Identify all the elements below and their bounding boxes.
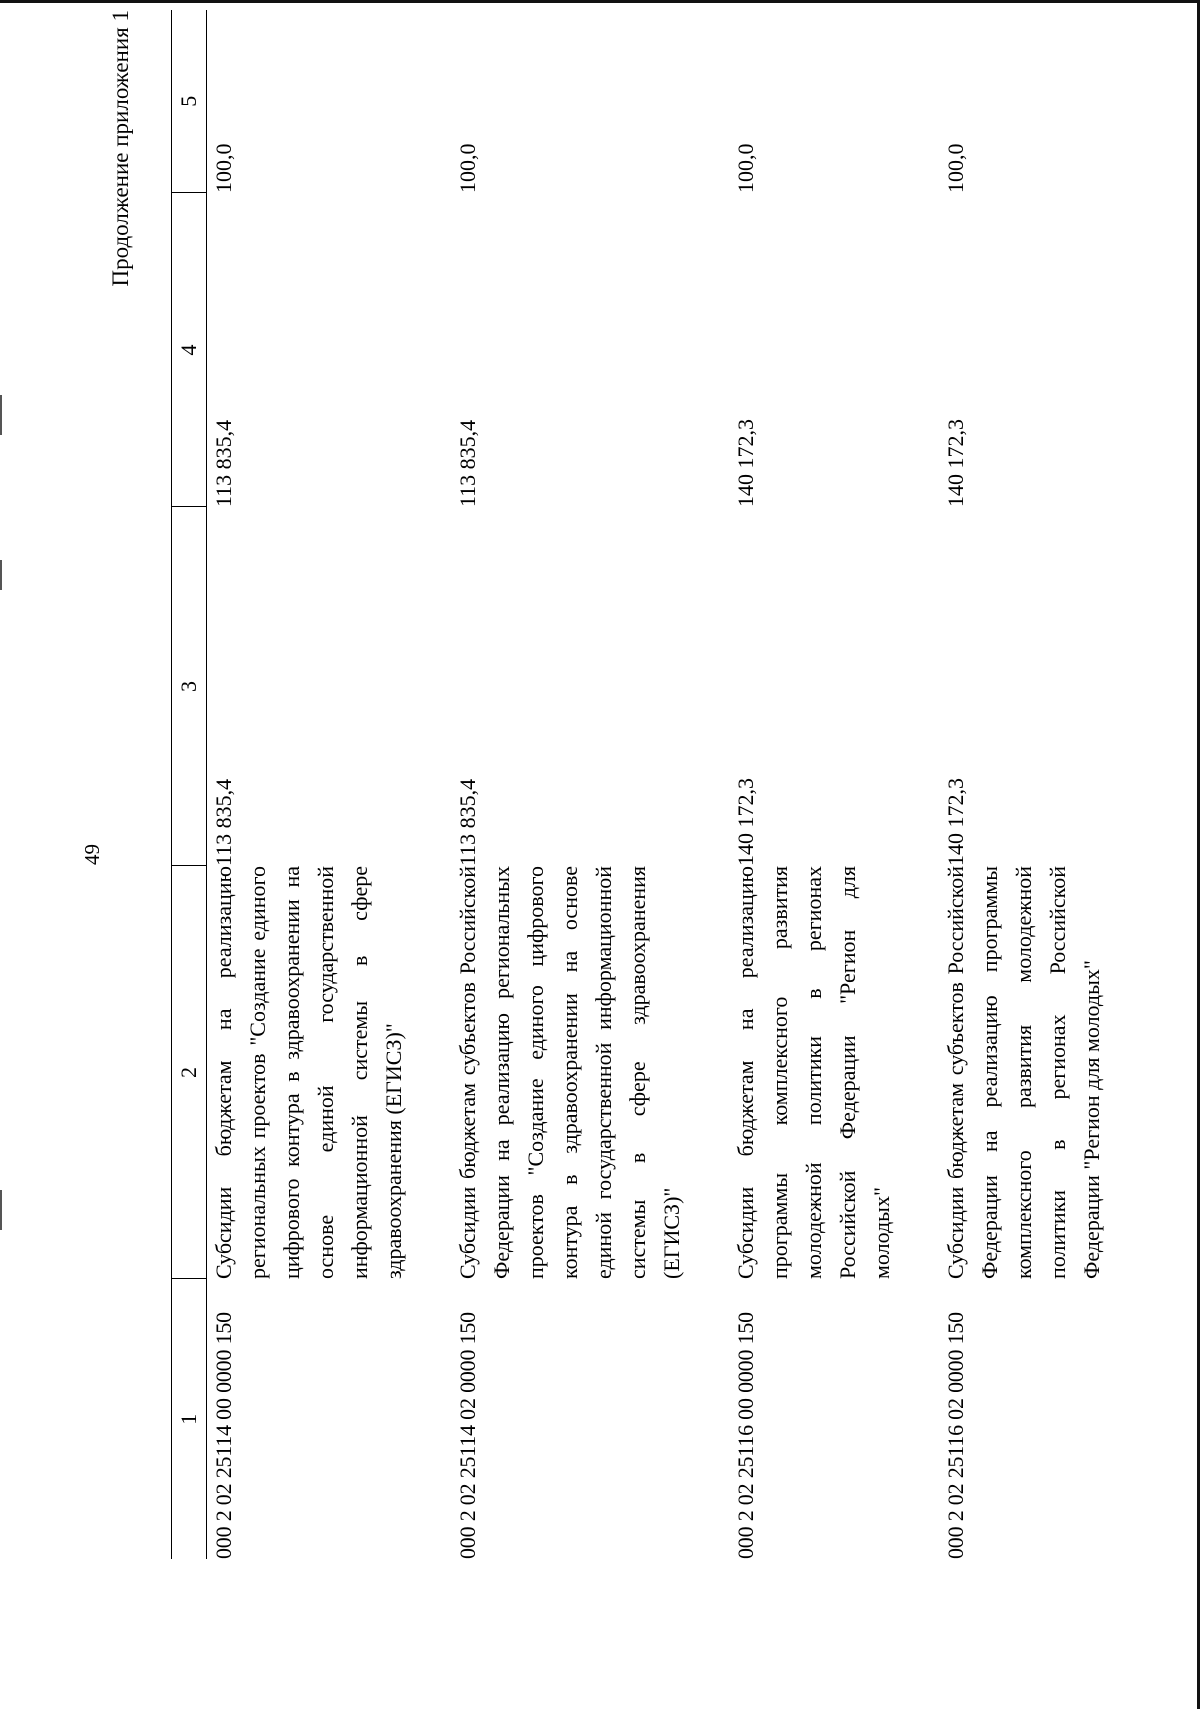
budget-code: 000 2 02 25116 02 0000 150: [943, 1312, 968, 1559]
income-name: Субсидии бюджетам на реализацию программы комплексного развития молодежной политики в регионах Российской Федерации "Регион для молодых": [733, 866, 894, 1279]
budget-code: 000 2 02 25114 00 0000 150: [211, 1312, 236, 1559]
header-row: [172, 10, 207, 1559]
table-row: [939, 10, 1149, 1559]
header-col-4: 4: [172, 193, 207, 507]
budget-code: 000 2 02 25116 00 0000 150: [733, 1312, 758, 1559]
value-col-3: 140 172,3: [733, 778, 758, 866]
value-col-3: 113 835,4: [211, 778, 236, 866]
value-col-4: 113 835,4: [455, 419, 480, 507]
value-col-4: 113 835,4: [211, 419, 236, 507]
value-col-4: 140 172,3: [733, 419, 758, 507]
value-col-3: 113 835,4: [455, 778, 480, 866]
income-name: Субсидии бюджетам на реализацию региональных проектов "Создание единого цифрового контура в здравоохранении на основе единой государственной информационной системы в сфере здравоохранения (ЕГИСЗ)": [211, 866, 406, 1279]
value-col-5: 100,0: [455, 143, 480, 193]
header-col-2: 2: [172, 866, 207, 1279]
budget-code: 000 2 02 25114 02 0000 150: [455, 1312, 480, 1559]
table-row: [729, 10, 939, 1559]
value-col-5: 100,0: [211, 143, 236, 193]
header-col-5: 5: [172, 10, 207, 193]
income-name: Субсидии бюджетам субъектов Российской Федерации на реализацию региональных проектов "Создание единого цифрового контура в здравоохранении на основе единой государственной информационной системы в сфере здравоохранения (ЕГИСЗ)": [455, 866, 684, 1279]
value-col-3: 140 172,3: [943, 778, 968, 866]
value-col-5: 100,0: [943, 143, 968, 193]
value-col-5: 100,0: [733, 143, 758, 193]
header-col-3: 3: [172, 507, 207, 866]
continuation-title: Продолжение приложения 1: [108, 10, 133, 287]
income-name: Субсидии бюджетам субъектов Российской Федерации на реализацию программы комплексного развития молодежной политики в регионах Российской Федерации "Регион для молодых": [943, 866, 1104, 1279]
table-row: [451, 10, 729, 1559]
page-number: 49: [80, 844, 104, 865]
value-col-4: 140 172,3: [943, 419, 968, 507]
appendix-table: [171, 10, 1149, 1559]
header-col-1: 1: [172, 1279, 207, 1559]
table-row: [207, 10, 452, 1559]
